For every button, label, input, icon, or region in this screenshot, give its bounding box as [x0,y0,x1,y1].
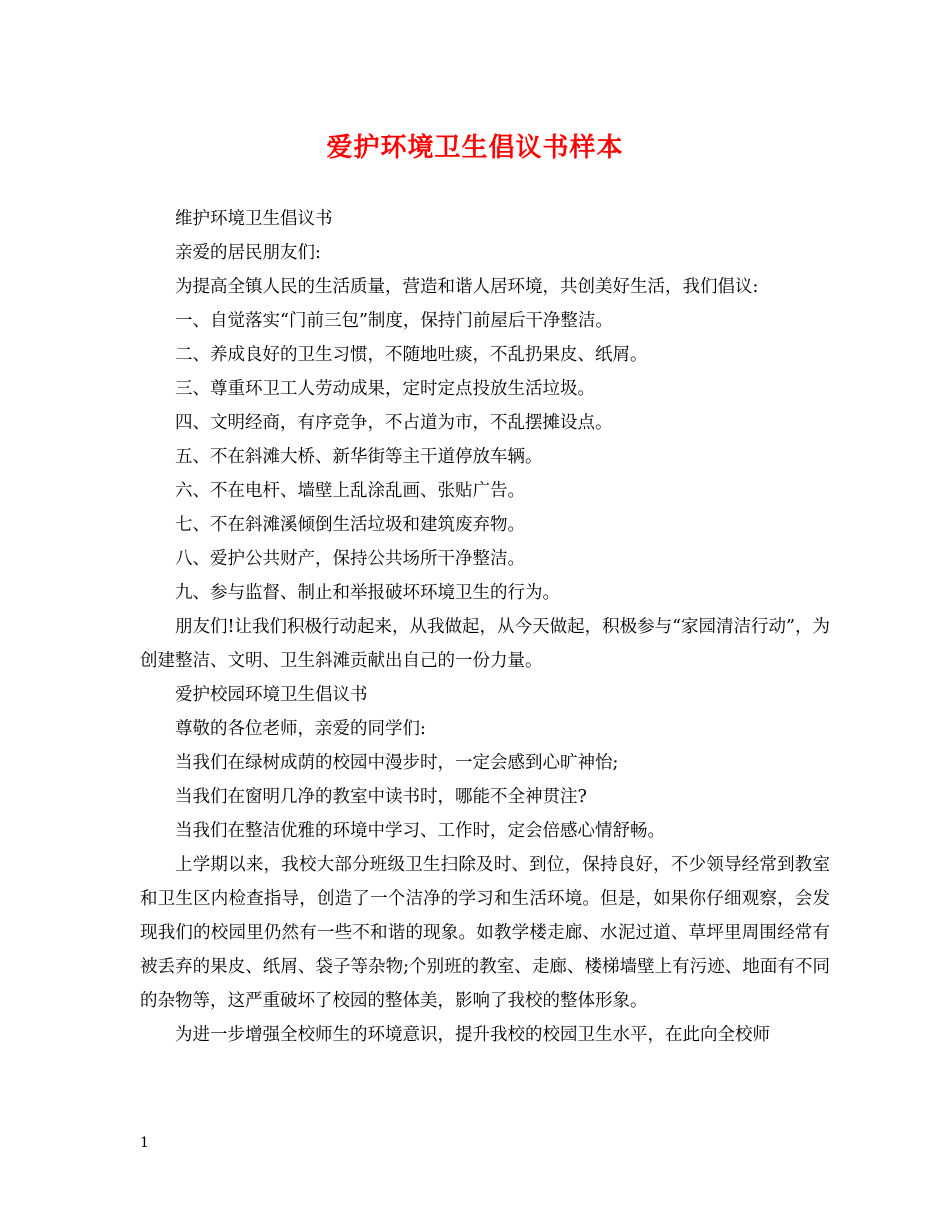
paragraph: 一、自觉落实“门前三包”制度，保持门前屋后干净整洁。 [175,311,613,331]
paragraph: 亲爱的居民朋友们: [175,243,321,263]
document-body [140,202,830,1052]
paragraph: 上学期以来，我校大部分班级卫生扫除及时、到位，保持良好，不少领导经常到教室和卫生区内检查指导，创造了一个洁净的学习和生活环境。但是，如果你仔细观察，会发现我们的校园里仍然有一些不和谐的现象。如教学楼走廊、水泥过道、草坪里周围经常有被丢弃的果皮、纸屑、袋子等杂物;个别班的教室、走廊、楼梯墙壁上有污迹、地面有不同的杂物等，这严重破坏了校园的整体美，影响了我校的整体形象。 [140,855,830,1011]
paragraph: 尊敬的各位老师，亲爱的同学们: [175,719,426,739]
paragraph: 为提高全镇人民的生活质量，营造和谐人居环境，共创美好生活，我们倡议: [175,277,759,297]
paragraph: 当我们在整洁优雅的环境中学习、工作时，定会倍感心情舒畅。 [175,821,665,841]
document-title: 爱护环境卫生倡议书样本 [326,133,624,163]
paragraph: 爱护校园环境卫生倡议书 [175,685,368,705]
paragraph: 当我们在窗明几净的教室中读书时，哪能不全神贯注? [175,787,587,807]
paragraph: 朋友们!让我们积极行动起来，从我做起，从今天做起，积极参与“家园清洁行动”，为创建整洁、文明、卫生斜滩贡献出自己的一份力量。 [140,617,830,671]
paragraph: 当我们在绿树成荫的校园中漫步时，一定会感到心旷神怡; [175,753,619,773]
paragraph: 五、不在斜滩大桥、新华街等主干道停放车辆。 [175,447,543,467]
paragraph: 九、参与监督、制止和举报破坏环境卫生的行为。 [175,583,560,603]
paragraph: 维护环境卫生倡议书 [175,209,333,229]
paragraph: 为进一步增强全校师生的环境意识，提升我校的校园卫生水平，在此向全校师 [175,1025,770,1045]
paragraph: 三、尊重环卫工人劳动成果，定时定点投放生活垃圾。 [175,379,595,399]
paragraph: 四、文明经商，有序竞争，不占道为市，不乱摆摊设点。 [175,413,613,433]
paragraph: 六、不在电杆、墙壁上乱涂乱画、张贴广告。 [175,481,525,501]
paragraph: 八、爱护公共财产，保持公共场所干净整洁。 [175,549,525,569]
paragraph: 七、不在斜滩溪倾倒生活垃圾和建筑废弃物。 [175,515,525,535]
page-number: 1 [140,1135,149,1151]
paragraph: 二、养成良好的卫生习惯，不随地吐痰，不乱扔果皮、纸屑。 [175,345,648,365]
